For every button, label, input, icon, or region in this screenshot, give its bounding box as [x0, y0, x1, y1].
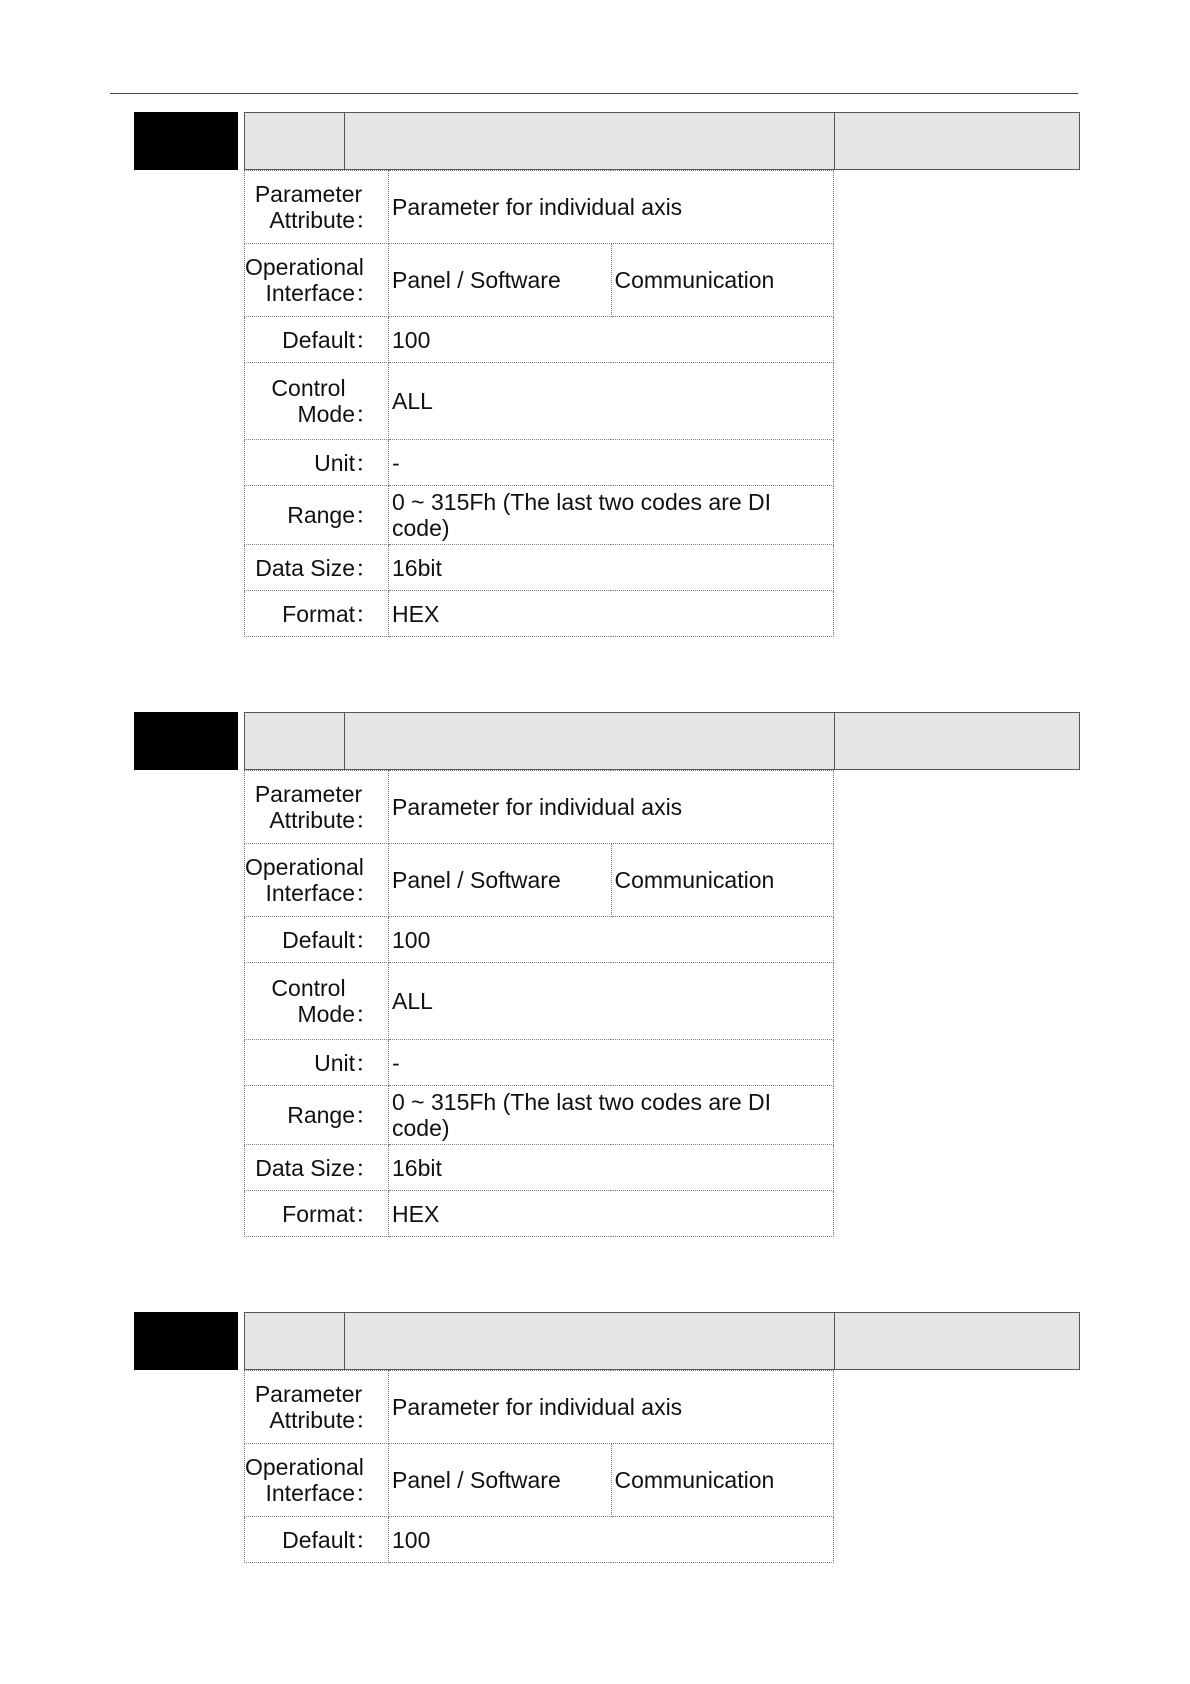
parameter-header-bar	[244, 712, 1080, 770]
label-interface	[245, 1444, 389, 1517]
value-panel-software: Panel / Software	[389, 844, 612, 917]
row-default	[245, 317, 834, 363]
row-range	[245, 486, 834, 545]
label-line-2: Attribute：	[269, 807, 378, 833]
row-default	[245, 1517, 834, 1563]
label-line-1: Operational	[245, 854, 364, 880]
label-line-2: Mode：	[297, 1001, 378, 1027]
label-data-size: Data Size：	[245, 545, 389, 591]
label-default: Default：	[245, 1517, 389, 1563]
value-default: 100	[389, 317, 834, 363]
row-attribute	[245, 171, 834, 244]
value-default: 100	[389, 917, 834, 963]
label-line-2: Mode：	[297, 401, 378, 427]
label-line-1: Operational	[245, 254, 364, 280]
label-unit: Unit：	[245, 440, 389, 486]
range-line-1: 0 ~ 315Fh (The last two codes are DI	[392, 1089, 772, 1115]
label-range: Range：	[245, 486, 389, 545]
parameter-properties-table	[244, 1370, 834, 1563]
row-format	[245, 591, 834, 637]
header-cell-name	[345, 1313, 835, 1369]
value-panel-software: Panel / Software	[389, 244, 612, 317]
label-line-1: Parameter	[254, 181, 363, 207]
parameter-properties-table	[244, 170, 834, 637]
value-control-mode: ALL	[389, 363, 834, 440]
parameter-code-tag	[134, 1312, 238, 1370]
label-line-2: Interface：	[265, 1480, 378, 1506]
row-unit	[245, 1040, 834, 1086]
value-attribute: Parameter for individual axis	[389, 771, 834, 844]
header-cell-address	[245, 113, 345, 169]
row-data-size	[245, 1145, 834, 1191]
value-unit: -	[389, 440, 834, 486]
row-interface	[245, 244, 834, 317]
label-line-2: Attribute：	[269, 207, 378, 233]
value-communication: Communication	[611, 244, 834, 317]
row-data-size	[245, 545, 834, 591]
label-control-mode	[245, 963, 389, 1040]
parameter-code-tag	[134, 112, 238, 170]
value-range	[389, 486, 834, 545]
range-line-2: code)	[392, 515, 450, 541]
label-attribute	[245, 1371, 389, 1444]
value-format: HEX	[389, 1191, 834, 1237]
header-cell-section	[835, 1313, 1079, 1369]
header-cell-name	[345, 113, 835, 169]
row-unit	[245, 440, 834, 486]
label-line-1: Operational	[245, 1454, 364, 1480]
range-line-1: 0 ~ 315Fh (The last two codes are DI	[392, 489, 772, 515]
label-interface	[245, 244, 389, 317]
label-attribute	[245, 171, 389, 244]
header-cell-section	[835, 113, 1079, 169]
parameter-header-bar	[244, 112, 1080, 170]
parameter-properties-table	[244, 770, 834, 1237]
header-cell-address	[245, 1313, 345, 1369]
row-range	[245, 1086, 834, 1145]
value-communication: Communication	[611, 1444, 834, 1517]
row-interface	[245, 844, 834, 917]
row-format	[245, 1191, 834, 1237]
range-line-2: code)	[392, 1115, 450, 1141]
label-line-1: Parameter	[254, 1381, 363, 1407]
value-data-size: 16bit	[389, 1145, 834, 1191]
label-default: Default：	[245, 317, 389, 363]
label-range: Range：	[245, 1086, 389, 1145]
label-control-mode	[245, 363, 389, 440]
value-default: 100	[389, 1517, 834, 1563]
label-default: Default：	[245, 917, 389, 963]
value-communication: Communication	[611, 844, 834, 917]
row-attribute	[245, 771, 834, 844]
value-format: HEX	[389, 591, 834, 637]
label-line-1: Control	[271, 375, 346, 401]
value-control-mode: ALL	[389, 963, 834, 1040]
label-format: Format：	[245, 591, 389, 637]
label-line-1: Parameter	[254, 781, 363, 807]
row-attribute	[245, 1371, 834, 1444]
parameter-code-tag	[134, 712, 238, 770]
value-unit: -	[389, 1040, 834, 1086]
row-default	[245, 917, 834, 963]
label-line-2: Interface：	[265, 880, 378, 906]
label-line-2: Interface：	[265, 280, 378, 306]
label-interface	[245, 844, 389, 917]
label-data-size: Data Size：	[245, 1145, 389, 1191]
row-control-mode	[245, 363, 834, 440]
label-attribute	[245, 771, 389, 844]
label-unit: Unit：	[245, 1040, 389, 1086]
value-range	[389, 1086, 834, 1145]
header-rule	[110, 93, 1078, 94]
label-line-1: Control	[271, 975, 346, 1001]
row-control-mode	[245, 963, 834, 1040]
row-interface	[245, 1444, 834, 1517]
value-panel-software: Panel / Software	[389, 1444, 612, 1517]
label-line-2: Attribute：	[269, 1407, 378, 1433]
value-attribute: Parameter for individual axis	[389, 1371, 834, 1444]
header-cell-section	[835, 713, 1079, 769]
header-cell-name	[345, 713, 835, 769]
value-attribute: Parameter for individual axis	[389, 171, 834, 244]
parameter-header-bar	[244, 1312, 1080, 1370]
header-cell-address	[245, 713, 345, 769]
label-format: Format：	[245, 1191, 389, 1237]
value-data-size: 16bit	[389, 545, 834, 591]
